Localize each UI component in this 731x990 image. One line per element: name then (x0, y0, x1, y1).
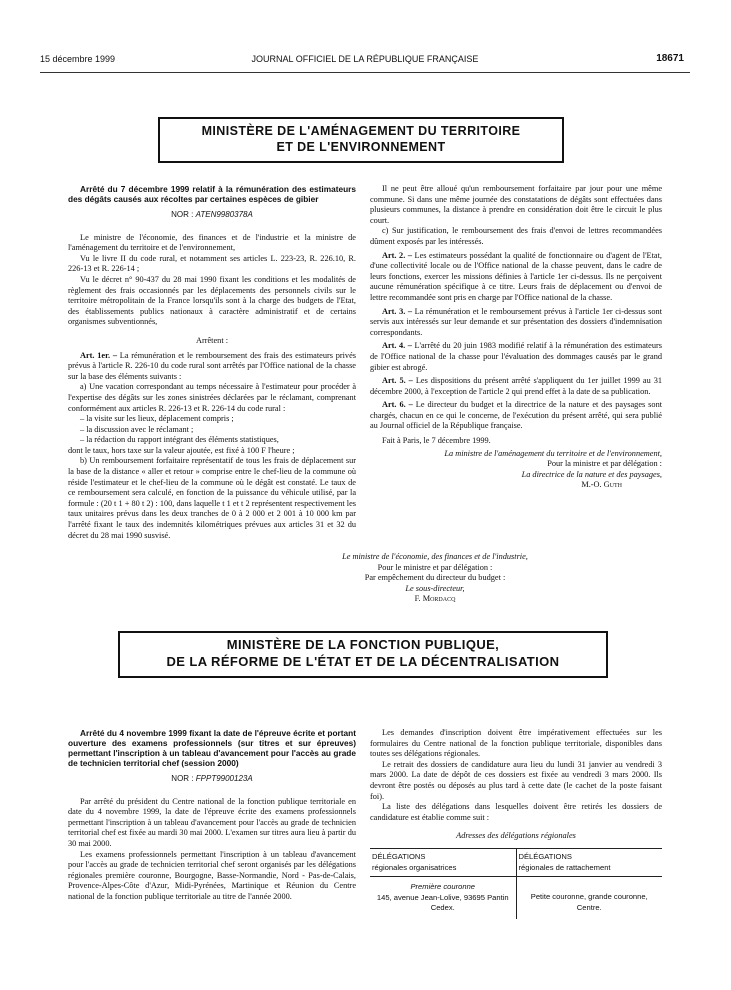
ministry-heading-1-line1: MINISTÈRE DE L'AMÉNAGEMENT DU TERRITOIRE (201, 124, 521, 138)
list-item: – la rédaction du rapport intégrant des éléments statistiques, (80, 435, 279, 445)
article-3 (370, 307, 662, 339)
article-1 (68, 351, 356, 383)
signature-1-name: M.-O. Guth (581, 480, 622, 490)
page-header (40, 50, 690, 73)
place-date: Fait à Paris, le 7 décembre 1999. (382, 436, 491, 446)
header-date: 15 décembre 1999 (40, 54, 116, 64)
article-label: Art. 5. – (382, 376, 413, 386)
signature-2 (300, 552, 570, 605)
paragraph: Vu le livre II du code rural, et notamment ses articles L. 223-23, R. 226.10, R. 226-13 et R. 226-14 ; (68, 253, 356, 274)
signature-2-name: F. Mordacq (414, 594, 456, 604)
paragraph: Le retrait des dossiers de candidature aura lieu du lundi 31 janvier au vendredi 3 mars 2000. La date de dépôt de ces dossiers est fixée au vendredi 3 mars 2000. Ils devront être postés ou déposés au plus tard à cette date (le cachet de la poste faisant foi). (370, 759, 662, 801)
paragraph: c) Sur justification, le remboursement des frais d'envoi de lettres recommandées dûment exposés par les intéressés. (370, 226, 662, 246)
table-header (370, 848, 516, 876)
signature-2-delegation: Pour le ministre et par délégation : (377, 562, 493, 572)
article-label: Art. 4. – (382, 341, 412, 351)
header-main: DÉLÉGATIONS (372, 851, 426, 861)
article-text: L'arrêté du 20 juin 1983 modifié relatif à la rémunération des estimateurs de l'Office national de la chasse pour l'évaluation des dommages causés par le grand gibier est abrogé. (370, 341, 662, 372)
article-text: Le directeur du budget et la directrice de la nature et des paysages sont chargés, chacun en ce qui le concerne, de l'exécution du présent arrêté, qui sera publié au Journal officiel de la République française. (370, 400, 663, 431)
article-5 (370, 376, 662, 397)
delegation-name: Première couronne (410, 882, 476, 892)
section1-nor (68, 210, 356, 221)
paragraph: Le ministre de l'économie, des finances et de l'industrie et la ministre de l'aménagement du territoire et de l'environnement, (68, 232, 356, 253)
article-1-a-end: dont le taux, hors taxe sur la valeur ajoutée, est fixé à 100 F l'heure ; (68, 445, 295, 455)
nor-code: ATEN9980378A (195, 210, 253, 219)
section2-nor (68, 774, 356, 785)
article-1-b: b) Un remboursement forfaitaire représentatif de tous les frais de déplacement sur la base de la distance « aller et retour » comprise entre le chef-lieu de la commune où réside l'estimateur et le chef-lieu de la commune où le dégât est constaté. Le taux de ce remboursement sera calculé, en fonction de la puissance du véhicule utilisé, par la formule : (20 t 1 + 80 t 2) : 100, dans laquelle t 1 et t 2 représentent respectivement les taux unitaires prévus dans les deux tranches de 0 à 2 000 et 2 001 à 10 000 km par l'arrêté fixant le taux des indemnités kilométriques prévues aux articles 31 et 32 du décret du 28 mai 1990 susvisé. (68, 456, 356, 540)
signature-1-delegation: Pour la ministre et par délégation : (547, 459, 662, 469)
article-text: La rémunération et le remboursement prévus à l'article 1er ci-dessus sont servis aux intéressés sur leur demande et sur présentation des dossiers d'indemnisation correspondants. (370, 306, 663, 337)
table-header (516, 848, 662, 876)
article-text: Les estimateurs possédant la qualité de fonctionnaire ou d'agent de l'Etat, d'une collectivité locale ou de l'Office national de la chasse peuvent, dans le cadre de leurs fonctions, exercer les missions définies à l'article 1er ci-dessus. Ils ne perçoivent aucune rémunération spécifique à ce titre. Leurs frais de déplacement ou d'envoi de lettre recommandée sont pris en charge par l'Office national de la chasse. (370, 250, 662, 302)
nor-code: FPPT9900123A (195, 774, 253, 783)
header-main: DÉLÉGATIONS (518, 851, 572, 861)
signature-2-role: Le sous-directeur, (405, 583, 465, 593)
section1-arrete-title: Arrêté du 7 décembre 1999 relatif à la rémunération des estimateurs des dégâts causés aux récoltes par certaines espèces de gibier (68, 184, 356, 204)
section2-left-column (68, 728, 356, 903)
arretent: Arrêtent : (195, 335, 229, 345)
delegation-address: 145, avenue Jean-Lolive, 93695 Pantin Cedex. (376, 892, 509, 913)
ministry-heading-2-line2: DE LA RÉFORME DE L'ÉTAT ET DE LA DÉCENTRALISATION (166, 654, 560, 669)
ministry-heading-1 (158, 117, 564, 163)
section1-left-column (68, 184, 356, 541)
paragraph: Il ne peut être alloué qu'un remboursement forfaitaire par jour pour une même commune. Si dans une même journée des constatations de dégâts sont effectuées dans plusieurs communes, la distance à prendre en considération doit être le circuit le plus court. (370, 184, 662, 225)
article-text: La rémunération et le remboursement des frais des estimateurs privés prévus à l'article R. 226-10 du code rural sont arrêtés par l'Office national de la chasse sur la base des éléments suivants : (68, 350, 356, 381)
ministry-heading-2-line1: MINISTÈRE DE LA FONCTION PUBLIQUE, (226, 637, 500, 652)
section1-right-column (370, 184, 662, 491)
list-item: – la visite sur les lieux, déplacement compris ; (80, 414, 234, 424)
signature-2-title: Le ministre de l'économie, des finances et de l'industrie, (342, 552, 528, 561)
paragraph: Vu le décret n° 90-437 du 28 mai 1990 fixant les conditions et les modalités de règlement des frais occasionnés par les déplacements des personnels civils sur le territoire métropolitain de la France lorsqu'ils sont à la charge des budgets de l'Etat, des établissements publics nationaux à caractère administratif et de certains organismes subventionnés, (68, 274, 356, 327)
paragraph: Les examens professionnels permettant l'inscription à un tableau d'avancement pour l'accès au grade de technicien territorial chef seront organisés par les délégations régionales première couronne, Bourgogne, Basse-Normandie, Nord - Pas-de-Calais, Provence-Alpes-Côte d'Azur, Midi-Pyrénées, Martinique et Réunion du Centre national de la fonction publique territoriale au titre de l'année 2000. (68, 849, 356, 901)
delegations-table (370, 848, 662, 919)
ministry-heading-2 (118, 631, 608, 678)
article-2 (370, 251, 662, 304)
header-sub: régionales de rattachement (518, 862, 611, 872)
table-title: Adresses des délégations régionales (456, 831, 576, 841)
paragraph: Les demandes d'inscription doivent être impérativement effectuées sur les formulaires du Centre national de la fonction publique territoriale, disponibles dans toutes ses délégations régionales. (370, 728, 662, 759)
header-journal-title: JOURNAL OFFICIEL DE LA RÉPUBLIQUE FRANÇAISE (251, 54, 479, 64)
nor-label: NOR : (171, 774, 194, 783)
article-label: Art. 6. – (382, 400, 413, 410)
paragraph: Par arrêté du président du Centre national de la fonction publique territoriale en date du 4 novembre 1999, la date de l'épreuve écrite des examens professionnels permettant l'inscription à un tableau d'avancement pour l'accès au grade de technicien territorial chef est fixée au mardi 30 mai 2000. L'examen sur titres aura lieu à partir du 30 mai 2000. (68, 796, 356, 848)
paragraph: La liste des délégations dans lesquelles doivent être retirés les dossiers de candidature est établie comme suit : (370, 802, 662, 822)
signature-1-role: La directrice de la nature et des paysages, (521, 469, 662, 479)
delegation-attached: Petite couronne, grande couronne, Centre. (530, 892, 648, 912)
article-6 (370, 400, 662, 432)
article-text: Les dispositions du présent arrêté s'appliquent du 1er juillet 1999 au 31 décembre 2000, à l'exception de l'article 2 qui prend effet à la date de sa publication. (370, 376, 663, 396)
nor-label: NOR : (171, 210, 194, 219)
signature-1-title: La ministre de l'aménagement du territoire et de l'environnement, (444, 448, 662, 458)
signature-2-impediment: Par empêchement du directeur du budget : (364, 573, 506, 583)
section2-arrete-title: Arrêté du 4 novembre 1999 fixant la date de l'épreuve écrite et portant ouverture des examens professionnels (sur titres et sur épreuves) permettant l'inscription à un tableau d'avancement pour l'accès au grade de technicien territorial chef (session 2000) (68, 728, 356, 768)
list-item: – la discussion avec le réclamant ; (80, 424, 194, 434)
table-cell (516, 877, 662, 919)
header-page-number: 18671 (656, 53, 684, 64)
article-label: Art. 2. – (382, 250, 412, 260)
table-cell (370, 877, 516, 919)
article-4 (370, 341, 662, 373)
table-row (370, 877, 662, 919)
article-label: Art. 1er. – (80, 350, 117, 360)
table-header-row (370, 848, 662, 876)
ministry-heading-1-line2: ET DE L'ENVIRONNEMENT (276, 140, 446, 154)
article-label: Art. 3. – (382, 306, 413, 316)
article-1-a: a) Une vacation correspondant au temps nécessaire à l'estimateur pour procéder à l'expertise des dégâts sur les zones sinistrées déclarées par le réclamant, comprenant conformément aux articles R. 226-13 et R. 226-14 du code rural : (68, 382, 356, 413)
section2-right-column (370, 728, 662, 919)
header-sub: régionales organisatrices (372, 862, 457, 872)
